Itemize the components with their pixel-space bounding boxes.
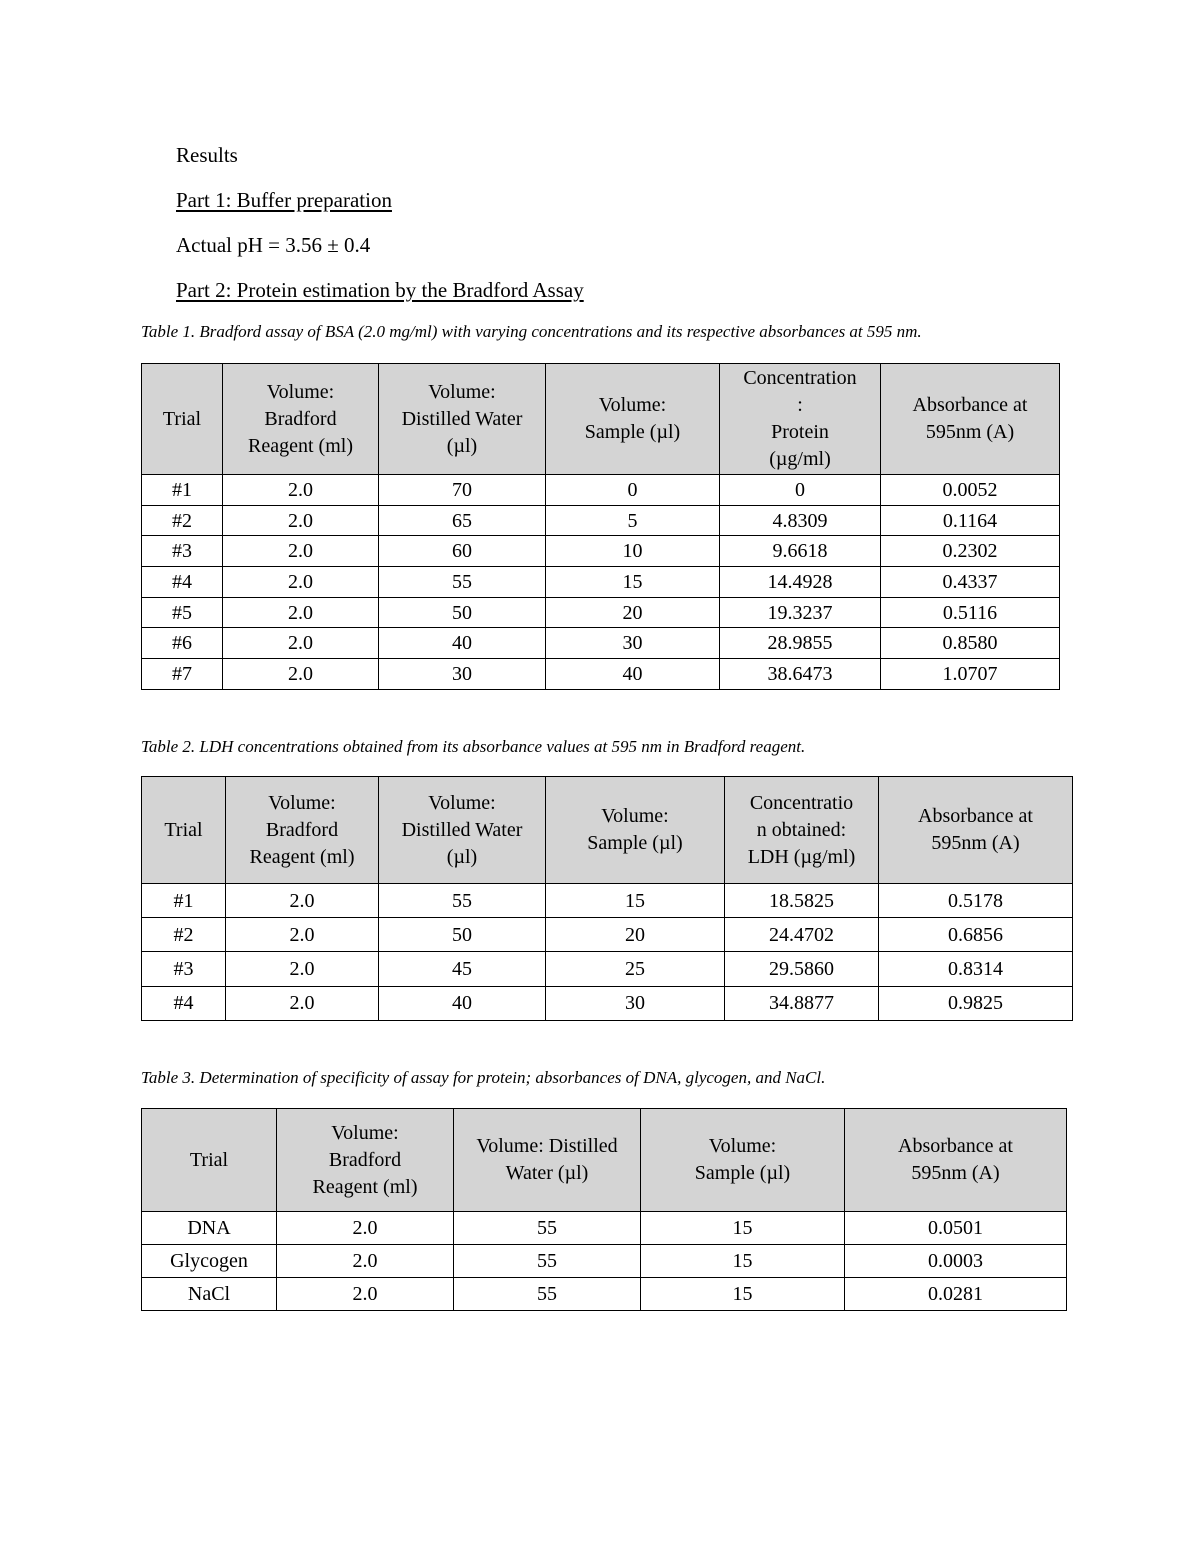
table-cell: 70 [379,475,546,506]
table-cell: #3 [142,536,223,567]
table-row [142,597,1060,628]
table-cell: 15 [546,567,720,598]
table-cell: 5 [546,505,720,536]
table-row [142,1245,1067,1278]
column-header: Absorbance at 595nm (A) [845,1109,1067,1212]
table-cell: 18.5825 [725,884,879,918]
table-cell: 38.6473 [720,659,881,690]
table-cell: 40 [379,628,546,659]
table1-caption: Table 1. Bradford assay of BSA (2.0 mg/ml) with varying concentrations and its respective absorbances at 595 nm. [141,322,922,341]
column-header: Volume: Bradford Reagent (ml) [277,1109,454,1212]
column-header: Concentratio n obtained: LDH (µg/ml) [725,777,879,884]
table-cell: 9.6618 [720,536,881,567]
table-cell: 0.5178 [879,884,1073,918]
table-cell: 2.0 [226,986,379,1020]
table-row [142,986,1073,1020]
table2-caption: Table 2. LDH concentrations obtained from its absorbance values at 595 nm in Bradford reagent. [141,737,806,756]
table-cell: 0 [546,475,720,506]
column-header: Volume: Distilled Water (µl) [379,777,546,884]
table-row [142,567,1060,598]
table-cell: 15 [641,1212,845,1245]
table-cell: 2.0 [277,1245,454,1278]
table-cell: #2 [142,505,223,536]
table-row [142,628,1060,659]
column-header: Volume: Distilled Water (µl) [379,364,546,475]
header-row [142,1109,1067,1212]
column-header: Concentration : Protein (µg/ml) [720,364,881,475]
table-cell: 0.8314 [879,952,1073,986]
table-cell: 2.0 [223,536,379,567]
column-header: Volume: Sample (µl) [546,777,725,884]
table-cell: 0.0501 [845,1212,1067,1245]
table-cell: 0.4337 [881,567,1060,598]
table-cell: 2.0 [226,952,379,986]
table-cell: 50 [379,597,546,628]
column-header: Trial [142,364,223,475]
table-cell: 2.0 [223,628,379,659]
table-cell: 2.0 [223,505,379,536]
table-cell: #2 [142,918,226,952]
table-cell: 28.9855 [720,628,881,659]
table-cell: 24.4702 [725,918,879,952]
table-cell: 55 [379,567,546,598]
table-cell: 0.8580 [881,628,1060,659]
table-row [142,952,1073,986]
table-row [142,505,1060,536]
table-cell: 40 [546,659,720,690]
column-header: Volume: Bradford Reagent (ml) [226,777,379,884]
table-cell: 55 [454,1245,641,1278]
header-row [142,364,1060,475]
table-cell: NaCl [142,1278,277,1311]
table-cell: 29.5860 [725,952,879,986]
table2 [141,776,1073,1021]
table-cell: 55 [454,1278,641,1311]
table-cell: 40 [379,986,546,1020]
table-cell: 0.6856 [879,918,1073,952]
table-row [142,1212,1067,1245]
table-cell: 15 [641,1245,845,1278]
table-cell: 30 [379,659,546,690]
column-header: Trial [142,777,226,884]
table-row [142,475,1060,506]
table-cell: 0.2302 [881,536,1060,567]
table-cell: 2.0 [223,659,379,690]
table-cell: 0 [720,475,881,506]
table-cell: 20 [546,918,725,952]
header-row [142,777,1073,884]
table-row [142,1278,1067,1311]
table-cell: 0.0052 [881,475,1060,506]
table-cell: #1 [142,475,223,506]
part2-heading: Part 2: Protein estimation by the Bradford Assay [176,278,584,302]
column-header: Volume: Bradford Reagent (ml) [223,364,379,475]
column-header: Absorbance at 595nm (A) [879,777,1073,884]
table-cell: 2.0 [223,475,379,506]
table-cell: DNA [142,1212,277,1245]
table-cell: #4 [142,567,223,598]
table-cell: 55 [379,884,546,918]
table-cell: 4.8309 [720,505,881,536]
results-heading: Results [176,143,238,167]
table-cell: 0.1164 [881,505,1060,536]
table-cell: 50 [379,918,546,952]
table-cell: 14.4928 [720,567,881,598]
table-cell: 30 [546,986,725,1020]
table-cell: 60 [379,536,546,567]
table-cell: Glycogen [142,1245,277,1278]
table-cell: 2.0 [226,918,379,952]
column-header: Volume: Sample (µl) [546,364,720,475]
table-cell: 15 [546,884,725,918]
table-cell: 30 [546,628,720,659]
column-header: Volume: Sample (µl) [641,1109,845,1212]
table3-caption: Table 3. Determination of specificity of assay for protein; absorbances of DNA, glycogen, and NaCl. [141,1068,826,1087]
table-cell: 10 [546,536,720,567]
table-cell: #1 [142,884,226,918]
table-cell: 0.0281 [845,1278,1067,1311]
table-cell: 0.0003 [845,1245,1067,1278]
column-header: Absorbance at 595nm (A) [881,364,1060,475]
table-cell: 55 [454,1212,641,1245]
table-cell: #6 [142,628,223,659]
table-cell: 25 [546,952,725,986]
table-row [142,918,1073,952]
table-cell: 0.5116 [881,597,1060,628]
column-header: Trial [142,1109,277,1212]
table-cell: 65 [379,505,546,536]
table-cell: 20 [546,597,720,628]
table-cell: 2.0 [226,884,379,918]
table-cell: #3 [142,952,226,986]
table1 [141,363,1060,690]
table-cell: 15 [641,1278,845,1311]
table-cell: #7 [142,659,223,690]
table-cell: 2.0 [223,597,379,628]
table-cell: 19.3237 [720,597,881,628]
table-cell: 45 [379,952,546,986]
table-cell: #5 [142,597,223,628]
table-row [142,659,1060,690]
part1-heading: Part 1: Buffer preparation [176,188,392,212]
table-cell: 2.0 [277,1212,454,1245]
table-cell: 34.8877 [725,986,879,1020]
table-row [142,536,1060,567]
table-cell: 1.0707 [881,659,1060,690]
table-cell: 2.0 [223,567,379,598]
table3 [141,1108,1067,1311]
ph-value: Actual pH = 3.56 ± 0.4 [176,233,371,257]
column-header: Volume: Distilled Water (µl) [454,1109,641,1212]
table-cell: 2.0 [277,1278,454,1311]
table-cell: 0.9825 [879,986,1073,1020]
table-row [142,884,1073,918]
table-cell: #4 [142,986,226,1020]
